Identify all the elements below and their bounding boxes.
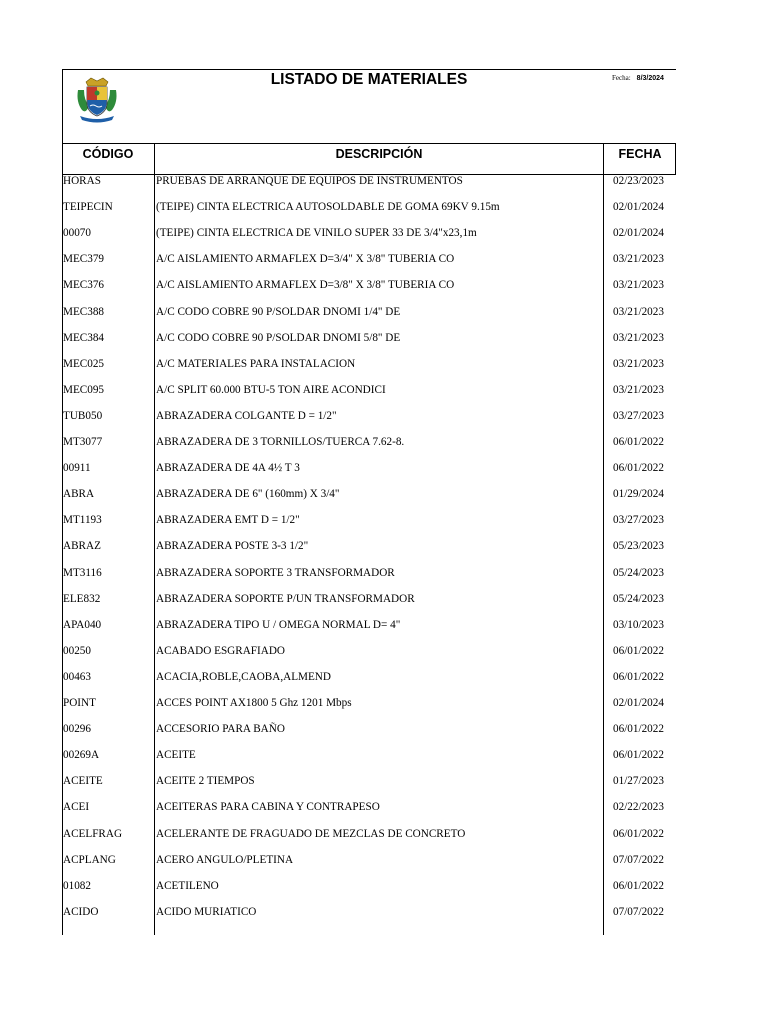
cell-fecha: 03/10/2023 <box>613 618 664 631</box>
cell-codigo: MEC376 <box>63 279 105 292</box>
cell-codigo: MT3077 <box>63 436 103 448</box>
column-header-descripcion: DESCRIPCIÓN <box>335 147 423 161</box>
cell-codigo: ELE832 <box>63 592 101 605</box>
header-right-border <box>675 144 676 174</box>
table-row <box>62 488 676 514</box>
cell-descripcion: ABRAZADERA POSTE 3-3 1/2" <box>156 540 309 553</box>
report-date <box>612 74 664 82</box>
cell-descripcion: A/C SPLIT 60.000 BTU-5 TON AIRE ACONDICI <box>156 383 386 396</box>
cell-codigo: ACEITE <box>63 775 103 788</box>
cell-codigo: ABRA <box>63 488 95 501</box>
table-row <box>62 253 676 279</box>
cell-fecha: 06/01/2022 <box>613 749 664 762</box>
table-row <box>62 358 676 384</box>
cell-descripcion: ACERO ANGULO/PLETINA <box>156 853 294 866</box>
cell-codigo: MEC384 <box>63 331 105 344</box>
cell-codigo: MEC379 <box>63 253 105 266</box>
cell-descripcion: ACABADO ESGRAFIADO <box>156 644 285 657</box>
table-row <box>62 801 676 827</box>
cell-codigo: HORAS <box>63 175 101 187</box>
cell-descripcion: A/C CODO COBRE 90 P/SOLDAR DNOMI 1/4" DE <box>156 305 401 318</box>
table-row <box>62 723 676 749</box>
cell-fecha: 07/07/2022 <box>613 853 664 866</box>
cell-codigo: ACIDO <box>63 905 99 918</box>
table-row <box>62 880 676 906</box>
cell-codigo: MEC025 <box>63 357 105 370</box>
cell-codigo: 00269A <box>63 749 100 762</box>
cell-codigo: 00296 <box>63 723 91 736</box>
cell-fecha: 03/21/2023 <box>613 357 664 370</box>
table-row <box>62 775 676 801</box>
fecha-label: Fecha: <box>612 74 631 82</box>
table-row <box>62 436 676 462</box>
cell-fecha: 02/22/2023 <box>613 801 664 814</box>
table-row <box>62 410 676 436</box>
cell-descripcion: ACELERANTE DE FRAGUADO DE MEZCLAS DE CONCRETO <box>156 827 466 840</box>
cell-fecha: 07/07/2022 <box>613 905 664 918</box>
cell-descripcion: ABRAZADERA TIPO U / OMEGA NORMAL D= 4" <box>156 618 401 631</box>
cell-codigo: TUB050 <box>63 409 103 422</box>
cell-fecha: 06/01/2022 <box>613 670 664 683</box>
table-row <box>62 175 676 201</box>
cell-descripcion: ACIDO MURIATICO <box>156 905 257 918</box>
cell-fecha: 02/23/2023 <box>613 175 664 187</box>
cell-descripcion: (TEIPE) CINTA ELECTRICA DE VINILO SUPER 33 DE 3/4"x23,1m <box>156 227 477 240</box>
cell-codigo: 00463 <box>63 670 91 683</box>
cell-descripcion: ACEITE <box>156 749 196 762</box>
table-row <box>62 619 676 645</box>
cell-fecha: 03/27/2023 <box>613 409 664 422</box>
table-row <box>62 749 676 775</box>
cell-descripcion: ABRAZADERA COLGANTE D = 1/2" <box>156 409 337 422</box>
table-row <box>62 567 676 593</box>
table-header <box>62 143 676 175</box>
cell-codigo: MT1193 <box>63 514 102 527</box>
cell-descripcion: ACCES POINT AX1800 5 Ghz 1201 Mbps <box>156 697 352 709</box>
cell-descripcion: ABRAZADERA DE 3 TORNILLOS/TUERCA 7.62-8. <box>156 436 405 448</box>
table-row <box>62 332 676 358</box>
cell-fecha: 03/21/2023 <box>613 383 664 396</box>
cell-codigo: TEIPECIN <box>63 201 113 214</box>
table-row <box>62 906 676 932</box>
cell-fecha: 06/01/2022 <box>613 462 664 475</box>
cell-descripcion: ACCESORIO PARA BAÑO <box>156 723 285 736</box>
cell-descripcion: PRUEBAS DE ARRANQUE DE EQUIPOS DE INSTRUMENTOS <box>156 175 463 187</box>
cell-fecha: 01/29/2024 <box>613 488 664 501</box>
cell-codigo: ACEI <box>63 801 90 814</box>
cell-codigo: MEC095 <box>63 383 105 396</box>
cell-codigo: 00911 <box>63 462 91 475</box>
cell-codigo: 01082 <box>63 879 91 892</box>
cell-descripcion: ABRAZADERA SOPORTE P/UN TRANSFORMADOR <box>156 592 415 605</box>
cell-fecha: 03/27/2023 <box>613 514 664 527</box>
cell-descripcion: A/C AISLAMIENTO ARMAFLEX D=3/4" X 3/8" TUBERIA CO <box>156 253 455 266</box>
cell-codigo: MT3116 <box>63 566 102 579</box>
table-row <box>62 593 676 619</box>
cell-fecha: 02/01/2024 <box>613 227 664 240</box>
table-row <box>62 384 676 410</box>
cell-descripcion: (TEIPE) CINTA ELECTRICA AUTOSOLDABLE DE GOMA 69KV 9.15m <box>156 201 500 214</box>
cell-descripcion: ABRAZADERA DE 6" (160mm) X 3/4" <box>156 488 340 501</box>
cell-fecha: 01/27/2023 <box>613 775 664 788</box>
cell-fecha: 06/01/2022 <box>613 723 664 736</box>
cell-codigo: ACPLANG <box>63 853 116 866</box>
table-row <box>62 227 676 253</box>
cell-descripcion: A/C CODO COBRE 90 P/SOLDAR DNOMI 5/8" DE <box>156 331 401 344</box>
page-title: LISTADO DE MATERIALES <box>270 71 468 88</box>
column-header-fecha: FECHA <box>618 147 662 161</box>
cell-fecha: 06/01/2022 <box>613 644 664 657</box>
cell-fecha: 03/21/2023 <box>613 279 664 292</box>
table-row <box>62 514 676 540</box>
cell-codigo: MEC388 <box>63 305 105 318</box>
cell-descripcion: ACETILENO <box>156 879 219 892</box>
cell-descripcion: ABRAZADERA SOPORTE 3 TRANSFORMADOR <box>156 566 395 579</box>
cell-fecha: 05/23/2023 <box>613 540 664 553</box>
table-row <box>62 201 676 227</box>
cell-fecha: 02/01/2024 <box>613 201 664 214</box>
table-row <box>62 462 676 488</box>
cell-fecha: 05/24/2023 <box>613 566 664 579</box>
table-row <box>62 697 676 723</box>
cell-descripcion: A/C MATERIALES PARA INSTALACION <box>156 357 356 370</box>
cell-codigo: ACELFRAG <box>63 827 123 840</box>
cell-descripcion: ACACIA,ROBLE,CAOBA,ALMEND <box>156 670 331 683</box>
materials-sheet <box>62 69 676 935</box>
cell-descripcion: ABRAZADERA DE 4A 4½ T 3 <box>156 462 300 475</box>
cell-fecha: 02/01/2024 <box>613 697 664 709</box>
cell-fecha: 05/24/2023 <box>613 592 664 605</box>
cell-codigo: APA040 <box>63 618 102 631</box>
table-row <box>62 854 676 880</box>
column-header-codigo: CÓDIGO <box>82 147 134 161</box>
cell-descripcion: ACEITERAS PARA CABINA Y CONTRAPESO <box>156 801 380 814</box>
cell-fecha: 06/01/2022 <box>613 436 664 448</box>
cell-codigo: 00070 <box>63 227 91 240</box>
cell-fecha: 06/01/2022 <box>613 827 664 840</box>
cell-descripcion: A/C AISLAMIENTO ARMAFLEX D=3/8" X 3/8" TUBERIA CO <box>156 279 455 292</box>
cell-descripcion: ABRAZADERA EMT D = 1/2" <box>156 514 300 527</box>
cell-codigo: POINT <box>63 697 96 709</box>
cell-descripcion: ACEITE 2 TIEMPOS <box>156 775 255 788</box>
table-row <box>62 671 676 697</box>
cell-codigo: ABRAZ <box>63 540 101 553</box>
cell-fecha: 03/21/2023 <box>613 331 664 344</box>
table-row <box>62 306 676 332</box>
cell-fecha: 03/21/2023 <box>613 305 664 318</box>
cell-fecha: 06/01/2022 <box>613 879 664 892</box>
fecha-value: 8/3/2024 <box>636 75 664 82</box>
table-row <box>62 645 676 671</box>
table-row <box>62 540 676 566</box>
table-row <box>62 828 676 854</box>
cell-codigo: 00250 <box>63 644 91 657</box>
table-row <box>62 279 676 305</box>
cell-fecha: 03/21/2023 <box>613 253 664 266</box>
